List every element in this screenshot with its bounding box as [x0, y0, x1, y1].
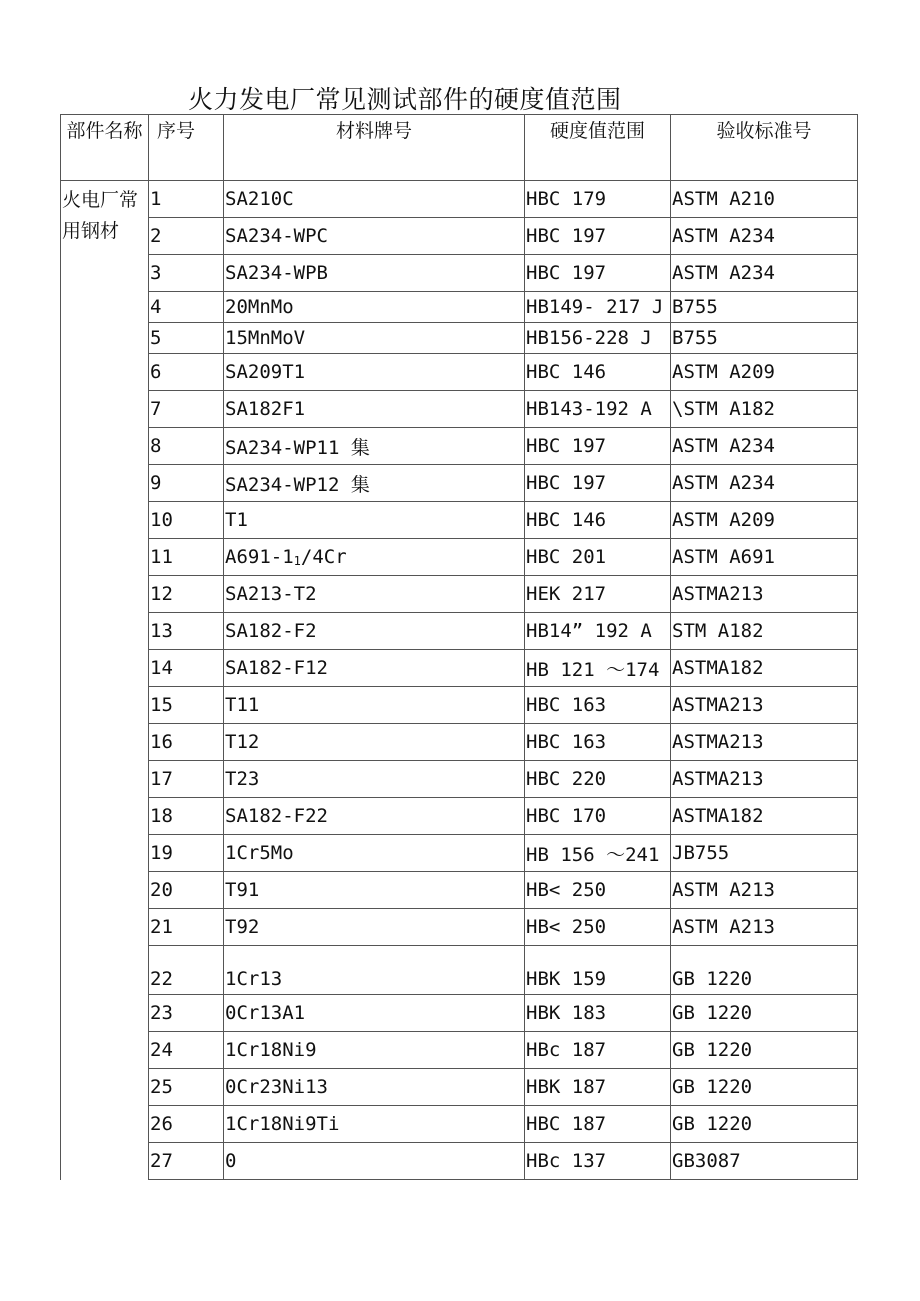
hardness-range-cell: HB 156 ～241 — [525, 835, 671, 872]
material-grade-cell: T11 — [224, 687, 525, 724]
table-row — [61, 724, 858, 761]
table-row — [61, 1032, 858, 1069]
table-row — [61, 1106, 858, 1143]
hardness-range-cell: HBC 179 — [525, 181, 671, 218]
material-grade-cell: 15MnMoV — [224, 323, 525, 354]
acceptance-standard-cell: ASTM A691 — [671, 539, 858, 576]
table-row — [61, 292, 858, 323]
material-grade-cell: SA234-WPB — [224, 255, 525, 292]
serial-no-cell: 10 — [149, 502, 224, 539]
serial-no-cell: 27 — [149, 1143, 224, 1180]
hardness-range-cell: HBC 163 — [525, 687, 671, 724]
header-material-grade: 材料牌号 — [224, 115, 525, 181]
serial-no-cell: 14 — [149, 650, 224, 687]
part-name-cell: 火电厂常用钢材 — [61, 181, 149, 1180]
material-grade-cell: SA234-WPC — [224, 218, 525, 255]
material-grade-cell: 0Cr13A1 — [224, 995, 525, 1032]
material-grade-cell: 1Cr18Ni9 — [224, 1032, 525, 1069]
hardness-range-cell: HBK 183 — [525, 995, 671, 1032]
hardness-range-cell: HBK 187 — [525, 1069, 671, 1106]
hardness-range-cell: HBC 197 — [525, 428, 671, 465]
hardness-range-cell: HBC 163 — [525, 724, 671, 761]
material-grade-subscript: 1 — [293, 554, 301, 568]
table-row — [61, 798, 858, 835]
acceptance-standard-cell: B755 — [671, 292, 858, 323]
material-grade-cell: SA209T1 — [224, 354, 525, 391]
serial-no-cell: 24 — [149, 1032, 224, 1069]
hardness-range-cell: HBc 187 — [525, 1032, 671, 1069]
material-grade-cell: T92 — [224, 909, 525, 946]
acceptance-standard-cell: ASTM A209 — [671, 502, 858, 539]
material-grade-cell: SA234-WP11 集 — [224, 428, 525, 465]
acceptance-standard-cell: ASTMA182 — [671, 798, 858, 835]
material-grade-cell: T91 — [224, 872, 525, 909]
acceptance-standard-cell: GB 1220 — [671, 1106, 858, 1143]
serial-no-cell: 6 — [149, 354, 224, 391]
serial-no-cell: 23 — [149, 995, 224, 1032]
material-grade-cell — [224, 539, 525, 576]
hardness-range-cell: HBC 201 — [525, 539, 671, 576]
material-grade-cell: SA182F1 — [224, 391, 525, 428]
header-part-name: 部件名称 — [61, 115, 149, 181]
serial-no-cell: 21 — [149, 909, 224, 946]
table-row — [61, 391, 858, 428]
hardness-range-cell: HBC 146 — [525, 502, 671, 539]
serial-no-cell: 17 — [149, 761, 224, 798]
acceptance-standard-cell: GB 1220 — [671, 946, 858, 995]
acceptance-standard-cell: ASTMA182 — [671, 650, 858, 687]
acceptance-standard-cell: STM A182 — [671, 613, 858, 650]
table-row — [61, 613, 858, 650]
hardness-range-cell: HBC 170 — [525, 798, 671, 835]
material-grade-cell: SA234-WP12 集 — [224, 465, 525, 502]
acceptance-standard-cell: ASTM A213 — [671, 872, 858, 909]
material-grade-cell: 20MnMo — [224, 292, 525, 323]
acceptance-standard-cell: ASTM A234 — [671, 465, 858, 502]
hardness-range-cell: HB156-228 J — [525, 323, 671, 354]
hardness-range-cell: HBC 197 — [525, 255, 671, 292]
hardness-range-cell: HBC 187 — [525, 1106, 671, 1143]
serial-no-cell: 7 — [149, 391, 224, 428]
table-row — [61, 576, 858, 613]
serial-no-cell: 25 — [149, 1069, 224, 1106]
hardness-range-cell: HBC 197 — [525, 218, 671, 255]
serial-no-cell: 26 — [149, 1106, 224, 1143]
serial-no-cell: 20 — [149, 872, 224, 909]
hardness-range-cell: HB143-192 A — [525, 391, 671, 428]
material-grade-cell: SA182-F2 — [224, 613, 525, 650]
table-row — [61, 650, 858, 687]
serial-no-cell: 9 — [149, 465, 224, 502]
table-row — [61, 1069, 858, 1106]
serial-no-cell: 2 — [149, 218, 224, 255]
acceptance-standard-cell: JB755 — [671, 835, 858, 872]
table-row — [61, 946, 858, 995]
table-row — [61, 502, 858, 539]
material-grade-cell: 0Cr23Ni13 — [224, 1069, 525, 1106]
serial-no-cell: 1 — [149, 181, 224, 218]
acceptance-standard-cell: ASTMA213 — [671, 724, 858, 761]
table-row — [61, 995, 858, 1032]
table-body — [61, 181, 858, 1180]
acceptance-standard-cell: ASTM A234 — [671, 428, 858, 465]
material-grade-cell: 1Cr5Mo — [224, 835, 525, 872]
header-serial-no: 序号 — [149, 115, 224, 181]
page-title: 火力发电厂常见测试部件的硬度值范围 — [188, 85, 622, 114]
acceptance-standard-cell: GB 1220 — [671, 1032, 858, 1069]
hardness-range-cell: HBC 220 — [525, 761, 671, 798]
serial-no-cell: 16 — [149, 724, 224, 761]
serial-no-cell: 19 — [149, 835, 224, 872]
table-row — [61, 323, 858, 354]
serial-no-cell: 5 — [149, 323, 224, 354]
acceptance-standard-cell: GB 1220 — [671, 995, 858, 1032]
hardness-range-cell: HB 121 ～174 — [525, 650, 671, 687]
acceptance-standard-cell: \STM A182 — [671, 391, 858, 428]
material-grade-cell: 1Cr18Ni9Ti — [224, 1106, 525, 1143]
material-grade-suffix: /4Cr — [300, 546, 347, 568]
header-acceptance-standard: 验收标准号 — [671, 115, 858, 181]
table-row — [61, 255, 858, 292]
serial-no-cell: 12 — [149, 576, 224, 613]
acceptance-standard-cell: ASTMA213 — [671, 576, 858, 613]
table-row — [61, 761, 858, 798]
serial-no-cell: 3 — [149, 255, 224, 292]
material-grade-cell: SA182-F12 — [224, 650, 525, 687]
acceptance-standard-cell: ASTM A209 — [671, 354, 858, 391]
serial-no-cell: 4 — [149, 292, 224, 323]
serial-no-cell: 11 — [149, 539, 224, 576]
table-row — [61, 218, 858, 255]
table-row — [61, 909, 858, 946]
acceptance-standard-cell: B755 — [671, 323, 858, 354]
serial-no-cell: 8 — [149, 428, 224, 465]
hardness-range-cell: HB< 250 — [525, 872, 671, 909]
hardness-range-cell: HB14” 192 A — [525, 613, 671, 650]
serial-no-cell: 13 — [149, 613, 224, 650]
acceptance-standard-cell: GB3087 — [671, 1143, 858, 1180]
material-grade-cell: T1 — [224, 502, 525, 539]
hardness-range-cell: HBC 146 — [525, 354, 671, 391]
table-row — [61, 354, 858, 391]
material-grade-text: A691-1 — [225, 546, 294, 568]
header-hardness-range: 硬度值范围 — [525, 115, 671, 181]
material-grade-cell: SA210C — [224, 181, 525, 218]
table-row — [61, 835, 858, 872]
table-row — [61, 181, 858, 218]
hardness-range-cell: HB< 250 — [525, 909, 671, 946]
header-row — [61, 115, 858, 181]
acceptance-standard-cell: ASTM A210 — [671, 181, 858, 218]
material-grade-cell: 0 — [224, 1143, 525, 1180]
material-grade-cell: SA182-F22 — [224, 798, 525, 835]
serial-no-cell: 22 — [149, 946, 224, 995]
serial-no-cell: 15 — [149, 687, 224, 724]
acceptance-standard-cell: ASTM A213 — [671, 909, 858, 946]
hardness-range-cell: HB149- 217 J — [525, 292, 671, 323]
acceptance-standard-cell: ASTM A234 — [671, 218, 858, 255]
material-grade-cell: SA213-T2 — [224, 576, 525, 613]
acceptance-standard-cell: ASTMA213 — [671, 687, 858, 724]
acceptance-standard-cell: ASTMA213 — [671, 761, 858, 798]
table-row — [61, 465, 858, 502]
table-row — [61, 428, 858, 465]
hardness-range-cell: HBC 197 — [525, 465, 671, 502]
table-row — [61, 872, 858, 909]
hardness-table — [60, 114, 858, 1180]
material-grade-cell: T12 — [224, 724, 525, 761]
serial-no-cell: 18 — [149, 798, 224, 835]
acceptance-standard-cell: GB 1220 — [671, 1069, 858, 1106]
material-grade-cell: T23 — [224, 761, 525, 798]
hardness-range-cell: HBc 137 — [525, 1143, 671, 1180]
hardness-range-cell: HEK 217 — [525, 576, 671, 613]
table-row — [61, 539, 858, 576]
hardness-range-cell: HBK 159 — [525, 946, 671, 995]
table-row — [61, 1143, 858, 1180]
material-grade-cell: 1Cr13 — [224, 946, 525, 995]
table-row — [61, 687, 858, 724]
acceptance-standard-cell: ASTM A234 — [671, 255, 858, 292]
